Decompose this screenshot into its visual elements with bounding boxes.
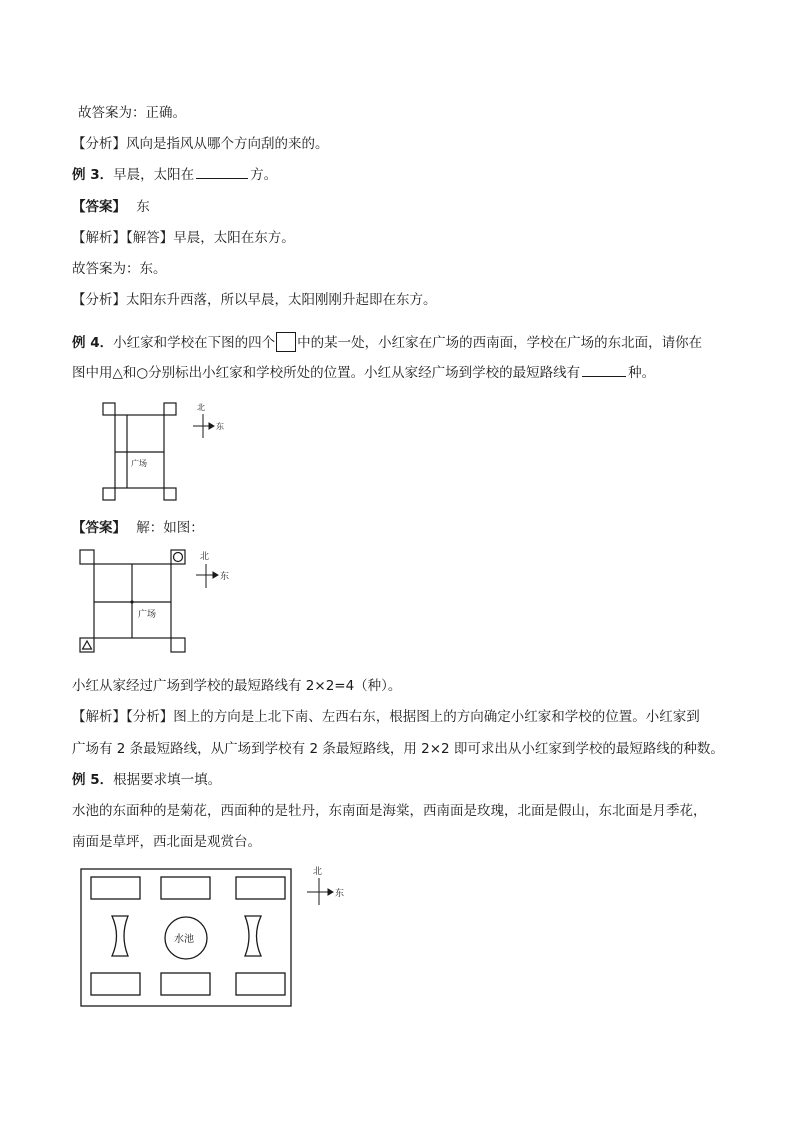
example-5-desc-2 bbox=[72, 833, 261, 851]
answer-blank[interactable] bbox=[582, 364, 626, 377]
example-4-line-1 bbox=[72, 332, 702, 352]
square-symbol-icon bbox=[276, 332, 296, 352]
corner-box-nw bbox=[80, 550, 94, 564]
answer-3 bbox=[72, 198, 150, 216]
answer-line bbox=[78, 104, 186, 122]
solution-line bbox=[72, 229, 295, 247]
text: 南面是草坪，西北面是观赏台。 bbox=[72, 834, 261, 850]
compass-east-label: 东 bbox=[216, 422, 224, 431]
answer-grid-figure bbox=[78, 546, 248, 658]
text: 【解析】【分析】图上的方向是上北下南、左西右东，根据图上的方向确定小红家和学校的位置。小红家到 bbox=[72, 709, 700, 725]
answer-value: 东 bbox=[136, 199, 150, 215]
plot-west bbox=[112, 916, 128, 956]
compass-icon bbox=[193, 414, 214, 438]
answer-text: 解：如图： bbox=[136, 520, 204, 536]
question-text: 早晨，太阳在 bbox=[113, 167, 195, 183]
compass-icon bbox=[196, 564, 218, 588]
answer-blank[interactable] bbox=[196, 166, 248, 179]
text: 中的某一处，小红家在广场的西南面，学校在广场的东北面，请你在 bbox=[297, 335, 703, 351]
garden-map-figure bbox=[78, 862, 368, 1014]
text: 【分析】太阳东升西落，所以早晨，太阳刚刚升起即在东方。 bbox=[72, 292, 437, 308]
plot-southwest bbox=[91, 973, 140, 995]
answer-line bbox=[72, 260, 167, 278]
junction-dot bbox=[130, 600, 133, 603]
text: 故答案为：东。 bbox=[72, 261, 167, 277]
example-label: 例 3． bbox=[72, 167, 114, 183]
question-grid-figure bbox=[100, 398, 240, 508]
compass-east-label: 东 bbox=[335, 889, 345, 899]
example-5 bbox=[72, 771, 221, 789]
plot-southeast bbox=[236, 973, 285, 995]
example-5-desc-1 bbox=[72, 802, 707, 820]
example-4-line-2 bbox=[72, 364, 655, 382]
text: 种。 bbox=[628, 365, 656, 381]
text: 小红家和学校在下图的四个 bbox=[113, 335, 276, 351]
text: 广场有 2 条最短路线，从广场到学校有 2 条最短路线，用 2×2 即可求出从小红家到学校的最短路线的种数。 bbox=[72, 741, 724, 757]
plot-south bbox=[161, 973, 210, 995]
result-line bbox=[72, 677, 401, 695]
corner-box-se bbox=[164, 488, 176, 500]
school-circle-icon bbox=[174, 553, 183, 562]
compass-north-label: 北 bbox=[197, 403, 205, 412]
pond-label: 水池 bbox=[174, 934, 194, 945]
text: 故答案为：正确。 bbox=[78, 105, 186, 121]
example-3 bbox=[72, 166, 277, 184]
text: 【解析】【解答】早晨，太阳在东方。 bbox=[72, 230, 295, 246]
corner-box-ne bbox=[164, 403, 176, 415]
corner-box-se bbox=[171, 638, 185, 652]
plot-northeast bbox=[236, 877, 285, 899]
text: 小红从家经过广场到学校的最短路线有 2×2=4（种）。 bbox=[72, 678, 402, 694]
home-triangle-icon bbox=[83, 641, 92, 649]
plot-northwest bbox=[91, 877, 140, 899]
answer-4 bbox=[72, 519, 204, 537]
compass-east-label: 东 bbox=[220, 572, 230, 582]
analysis-line bbox=[72, 135, 329, 153]
example-label: 例 4． bbox=[72, 335, 114, 351]
example-label: 例 5． bbox=[72, 772, 114, 788]
analysis-line-1 bbox=[72, 708, 700, 726]
text: 水池的东面种的是菊花，西面种的是牡丹，东南面是海棠，西南面是玫瑰，北面是假山，东北面是月季花， bbox=[72, 803, 707, 819]
answer-label: 【答案】 bbox=[72, 520, 126, 536]
corner-box-sw bbox=[103, 488, 115, 500]
square-label: 广场 bbox=[131, 459, 147, 468]
compass-north-label: 北 bbox=[313, 867, 323, 877]
compass-icon bbox=[307, 878, 333, 905]
plot-north bbox=[161, 877, 210, 899]
analysis-line-2 bbox=[72, 740, 724, 758]
plot-east bbox=[245, 916, 261, 956]
text: 图中用△和○分别标出小红家和学校所处的位置。小红从家经广场到学校的最短路线有 bbox=[72, 365, 581, 381]
square-label: 广场 bbox=[138, 610, 157, 620]
corner-box-nw bbox=[103, 403, 115, 415]
compass-north-label: 北 bbox=[200, 552, 210, 562]
text: 根据要求填一填。 bbox=[113, 772, 222, 788]
answer-label: 【答案】 bbox=[72, 199, 126, 215]
question-tail: 方。 bbox=[250, 167, 278, 183]
text: 【分析】风向是指风从哪个方向刮的来的。 bbox=[72, 136, 329, 152]
analysis-line bbox=[72, 291, 437, 309]
